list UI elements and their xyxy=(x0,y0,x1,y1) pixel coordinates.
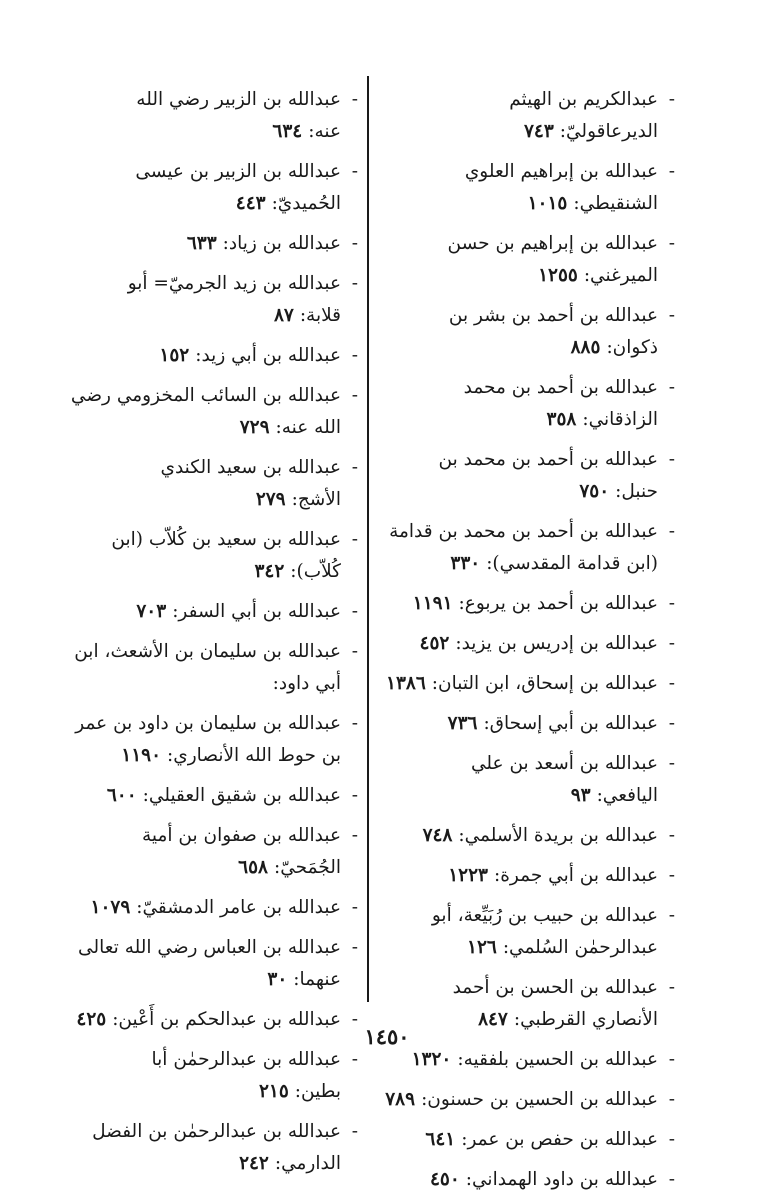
entry-page-ref: ٢١٥ xyxy=(258,1081,289,1102)
index-entry xyxy=(385,156,675,220)
index-entry xyxy=(70,156,358,220)
entry-name: عبدالله بن العباس رضي الله تعالى عنهما: xyxy=(78,937,341,990)
entry-name: عبدالله بن سليمان بن داود بن عمر بن حوط الله الأنصاري: xyxy=(75,713,341,766)
entry-dash: - xyxy=(668,233,675,254)
entry-dash: - xyxy=(668,305,675,326)
index-entry xyxy=(385,444,675,508)
entry-page-ref: ١٢٢٣ xyxy=(448,865,488,886)
entry-dash: - xyxy=(351,897,358,918)
entry-page-ref: ١٠٧٩ xyxy=(90,897,131,918)
entry-dash: - xyxy=(351,937,358,958)
entry-dash: - xyxy=(351,825,358,846)
entry-dash: - xyxy=(668,89,675,110)
index-entry xyxy=(70,268,358,332)
index-entry xyxy=(70,524,358,588)
entry-dash: - xyxy=(668,593,675,614)
entry-page-ref: ٧٣٦ xyxy=(447,713,478,734)
entry-name: عبدالله بن إسحاق، ابن التبان: xyxy=(431,673,658,694)
entry-page-ref: ٤٤٣ xyxy=(235,193,266,214)
entry-dash: - xyxy=(668,1169,675,1190)
entry-name: عبدالله بن زيد الجرميّ= أبو قلابة: xyxy=(127,273,341,326)
entry-dash: - xyxy=(351,273,358,294)
entry-dash: - xyxy=(351,601,358,622)
index-entry xyxy=(385,860,675,892)
index-entry xyxy=(385,300,675,364)
entry-dash: - xyxy=(668,825,675,846)
entry-dash: - xyxy=(351,161,358,182)
page-number: ١٤٥٠ xyxy=(364,1024,410,1049)
entry-name: عبدالله بن سليمان بن الأشعث، ابن أبي داود: xyxy=(74,641,341,694)
index-entry xyxy=(385,748,675,812)
entry-page-ref: ٧٥٠ xyxy=(579,481,610,502)
entry-page-ref: ٣٠ xyxy=(267,969,288,990)
entry-name: عبدالله بن عبدالرحمٰن بن الفضل الدارمي: xyxy=(92,1121,341,1174)
entry-dash: - xyxy=(668,377,675,398)
entry-dash: - xyxy=(351,1121,358,1142)
index-entry xyxy=(70,892,358,924)
entry-dash: - xyxy=(668,905,675,926)
entry-dash: - xyxy=(351,345,358,366)
index-entry xyxy=(70,708,358,772)
index-entry xyxy=(70,596,358,628)
entry-page-ref: ١١٩٠ xyxy=(121,745,162,766)
entry-page-ref: ٨٤٧ xyxy=(478,1009,508,1030)
entry-name: عبدالله بن الحسين بن حسنون: xyxy=(421,1089,658,1110)
entry-page-ref: ٣٣٠ xyxy=(450,553,481,574)
entry-name: عبدالله بن سعيد الكندي الأشج: xyxy=(160,457,341,510)
entry-name: عبدالله بن صفوان بن أمية الجُمَحيّ: xyxy=(141,825,341,878)
entry-name: عبدالله بن أبي السفر: xyxy=(172,601,341,622)
entry-page-ref: ٢٧٩ xyxy=(255,489,286,510)
entry-name: عبدالله بن أحمد بن محمد بن حنبل: xyxy=(438,449,658,502)
entry-dash: - xyxy=(668,521,675,542)
entry-name: عبدالله بن أحمد بن بشر بن ذكوان: xyxy=(448,305,658,358)
index-entry xyxy=(70,780,358,812)
entry-name: عبدالله بن أحمد بن محمد بن قدامة (ابن قدامة المقدسي): xyxy=(389,521,658,574)
entry-name: عبدالله بن بريدة الأسلمي: xyxy=(458,825,658,846)
entry-page-ref: ٧٠٣ xyxy=(136,601,167,622)
entry-name: عبدالله بن إبراهيم العلوي الشنقيطي: xyxy=(464,161,658,214)
entry-name: عبدالله بن السائب المخزومي رضي الله عنه: xyxy=(70,385,341,438)
entry-name: عبدالله بن داود الهمداني: xyxy=(465,1169,658,1190)
index-entry xyxy=(70,380,358,444)
entry-name: عبدالله بن إبراهيم بن حسن الميرغني: xyxy=(447,233,658,286)
entry-dash: - xyxy=(351,529,358,550)
entry-page-ref: ١٥٢ xyxy=(159,345,190,366)
entry-dash: - xyxy=(351,1009,358,1030)
entry-page-ref: ٦٣٤ xyxy=(272,121,303,142)
index-entry xyxy=(385,516,675,580)
index-entry xyxy=(70,84,358,148)
entry-dash: - xyxy=(351,89,358,110)
entry-dash: - xyxy=(351,785,358,806)
entry-name: عبدالله بن إدريس بن يزيد: xyxy=(455,633,658,654)
index-entry xyxy=(385,900,675,964)
index-entry xyxy=(385,1084,675,1116)
entry-name: عبدالله بن أحمد بن محمد الزاذقاني: xyxy=(463,377,658,430)
entry-dash: - xyxy=(351,385,358,406)
entry-page-ref: ٨٧ xyxy=(273,305,294,326)
index-entry xyxy=(70,1116,358,1180)
index-column-left xyxy=(70,84,358,1188)
entry-name: عبدالله بن شقيق العقيلي: xyxy=(142,785,341,806)
entry-page-ref: ١٢٥٥ xyxy=(538,265,578,286)
entry-dash: - xyxy=(668,161,675,182)
entry-dash: - xyxy=(351,1049,358,1070)
entry-page-ref: ٧٨٩ xyxy=(385,1089,416,1110)
entry-name: عبدالله بن عبدالرحمٰن أبا بطين: xyxy=(151,1049,341,1102)
entry-page-ref: ٦٤١ xyxy=(425,1129,456,1150)
entry-page-ref: ٤٥٠ xyxy=(429,1169,460,1190)
entry-page-ref: ١٠١٥ xyxy=(527,193,568,214)
entry-page-ref: ١٣٨٦ xyxy=(386,673,426,694)
entry-page-ref: ٩٣ xyxy=(570,785,591,806)
entry-page-ref: ٧٤٨ xyxy=(422,825,453,846)
entry-name: عبدالله بن حبيب بن رُبَيِّعة، أبو عبدالرحمٰن السُلمي: xyxy=(431,905,658,958)
entry-page-ref: ١٣٢٠ xyxy=(411,1049,452,1070)
entry-name: عبدالله بن عامر الدمشقيّ: xyxy=(136,897,341,918)
entry-name: عبدالله بن أبي إسحاق: xyxy=(483,713,658,734)
index-entry xyxy=(385,820,675,852)
entry-page-ref: ٤٢٥ xyxy=(76,1009,107,1030)
index-entry xyxy=(70,820,358,884)
entry-page-ref: ٦٣٣ xyxy=(186,233,217,254)
entry-dash: - xyxy=(668,1049,675,1070)
entry-page-ref: ٦٠٠ xyxy=(106,785,137,806)
entry-dash: - xyxy=(351,233,358,254)
column-divider xyxy=(367,76,369,1002)
entry-dash: - xyxy=(668,1089,675,1110)
entry-dash: - xyxy=(351,641,358,662)
entry-name: عبدالله بن أبي جمرة: xyxy=(494,865,658,886)
entry-dash: - xyxy=(351,713,358,734)
entry-dash: - xyxy=(668,673,675,694)
entry-name: عبدالله بن الحسن بن أحمد الأنصاري القرطبي: xyxy=(452,977,658,1030)
entry-page-ref: ٦٥٨ xyxy=(238,857,268,878)
index-entry xyxy=(385,708,675,740)
index-entry xyxy=(70,932,358,996)
index-entry xyxy=(385,588,675,620)
entry-name: عبدالله بن أبي زيد: xyxy=(195,345,341,366)
entry-name: عبدالله بن عبدالحكم بن أَعْين: xyxy=(112,1009,341,1030)
entry-page-ref: ٣٥٨ xyxy=(546,409,577,430)
index-entry xyxy=(70,452,358,516)
index-entry xyxy=(385,1164,675,1196)
index-entry xyxy=(385,372,675,436)
index-entry xyxy=(70,228,358,260)
entry-dash: - xyxy=(668,633,675,654)
entry-page-ref: ٣٤٢ xyxy=(254,561,285,582)
entry-dash: - xyxy=(351,457,358,478)
entry-dash: - xyxy=(668,449,675,470)
entry-name: عبدالله بن سعيد بن كُلاّب (ابن كُلاّب): xyxy=(111,529,341,582)
index-entry xyxy=(385,628,675,660)
index-entry xyxy=(385,228,675,292)
index-entry xyxy=(70,340,358,372)
entry-dash: - xyxy=(668,713,675,734)
entry-dash: - xyxy=(668,753,675,774)
entry-name: عبدالله بن أسعد بن علي اليافعي: xyxy=(471,753,658,806)
entry-dash: - xyxy=(668,977,675,998)
entry-name: عبدالله بن الزبير رضي الله عنه: xyxy=(136,89,341,142)
index-entry xyxy=(70,636,358,700)
entry-page-ref: ٤٥٢ xyxy=(419,633,450,654)
entry-page-ref: ٨٨٥ xyxy=(570,337,601,358)
entry-page-ref: ٧٢٩ xyxy=(239,417,270,438)
entry-page-ref: ٧٤٣ xyxy=(523,121,554,142)
index-entry xyxy=(385,668,675,700)
entry-name: عبدالله بن الحسين بلفقيه: xyxy=(457,1049,658,1070)
index-entry xyxy=(385,84,675,148)
entry-page-ref: ٢٤٢ xyxy=(239,1153,269,1174)
index-entry xyxy=(385,1124,675,1156)
entry-name: عبدالله بن الزبير بن عيسى الحُميديّ: xyxy=(135,161,341,214)
entry-page-ref: ١٢٦ xyxy=(467,937,497,958)
entry-dash: - xyxy=(668,865,675,886)
entry-page-ref: ١١٩١ xyxy=(412,593,453,614)
entry-name: عبدالله بن أحمد بن يربوع: xyxy=(458,593,658,614)
entry-name: عبدالله بن زياد: xyxy=(222,233,341,254)
index-entry xyxy=(70,1044,358,1108)
entry-name: عبدالله بن حفص بن عمر: xyxy=(461,1129,658,1150)
entry-dash: - xyxy=(668,1129,675,1150)
entry-name: عبدالكريم بن الهيثم الديرعاقوليّ: xyxy=(509,89,658,142)
